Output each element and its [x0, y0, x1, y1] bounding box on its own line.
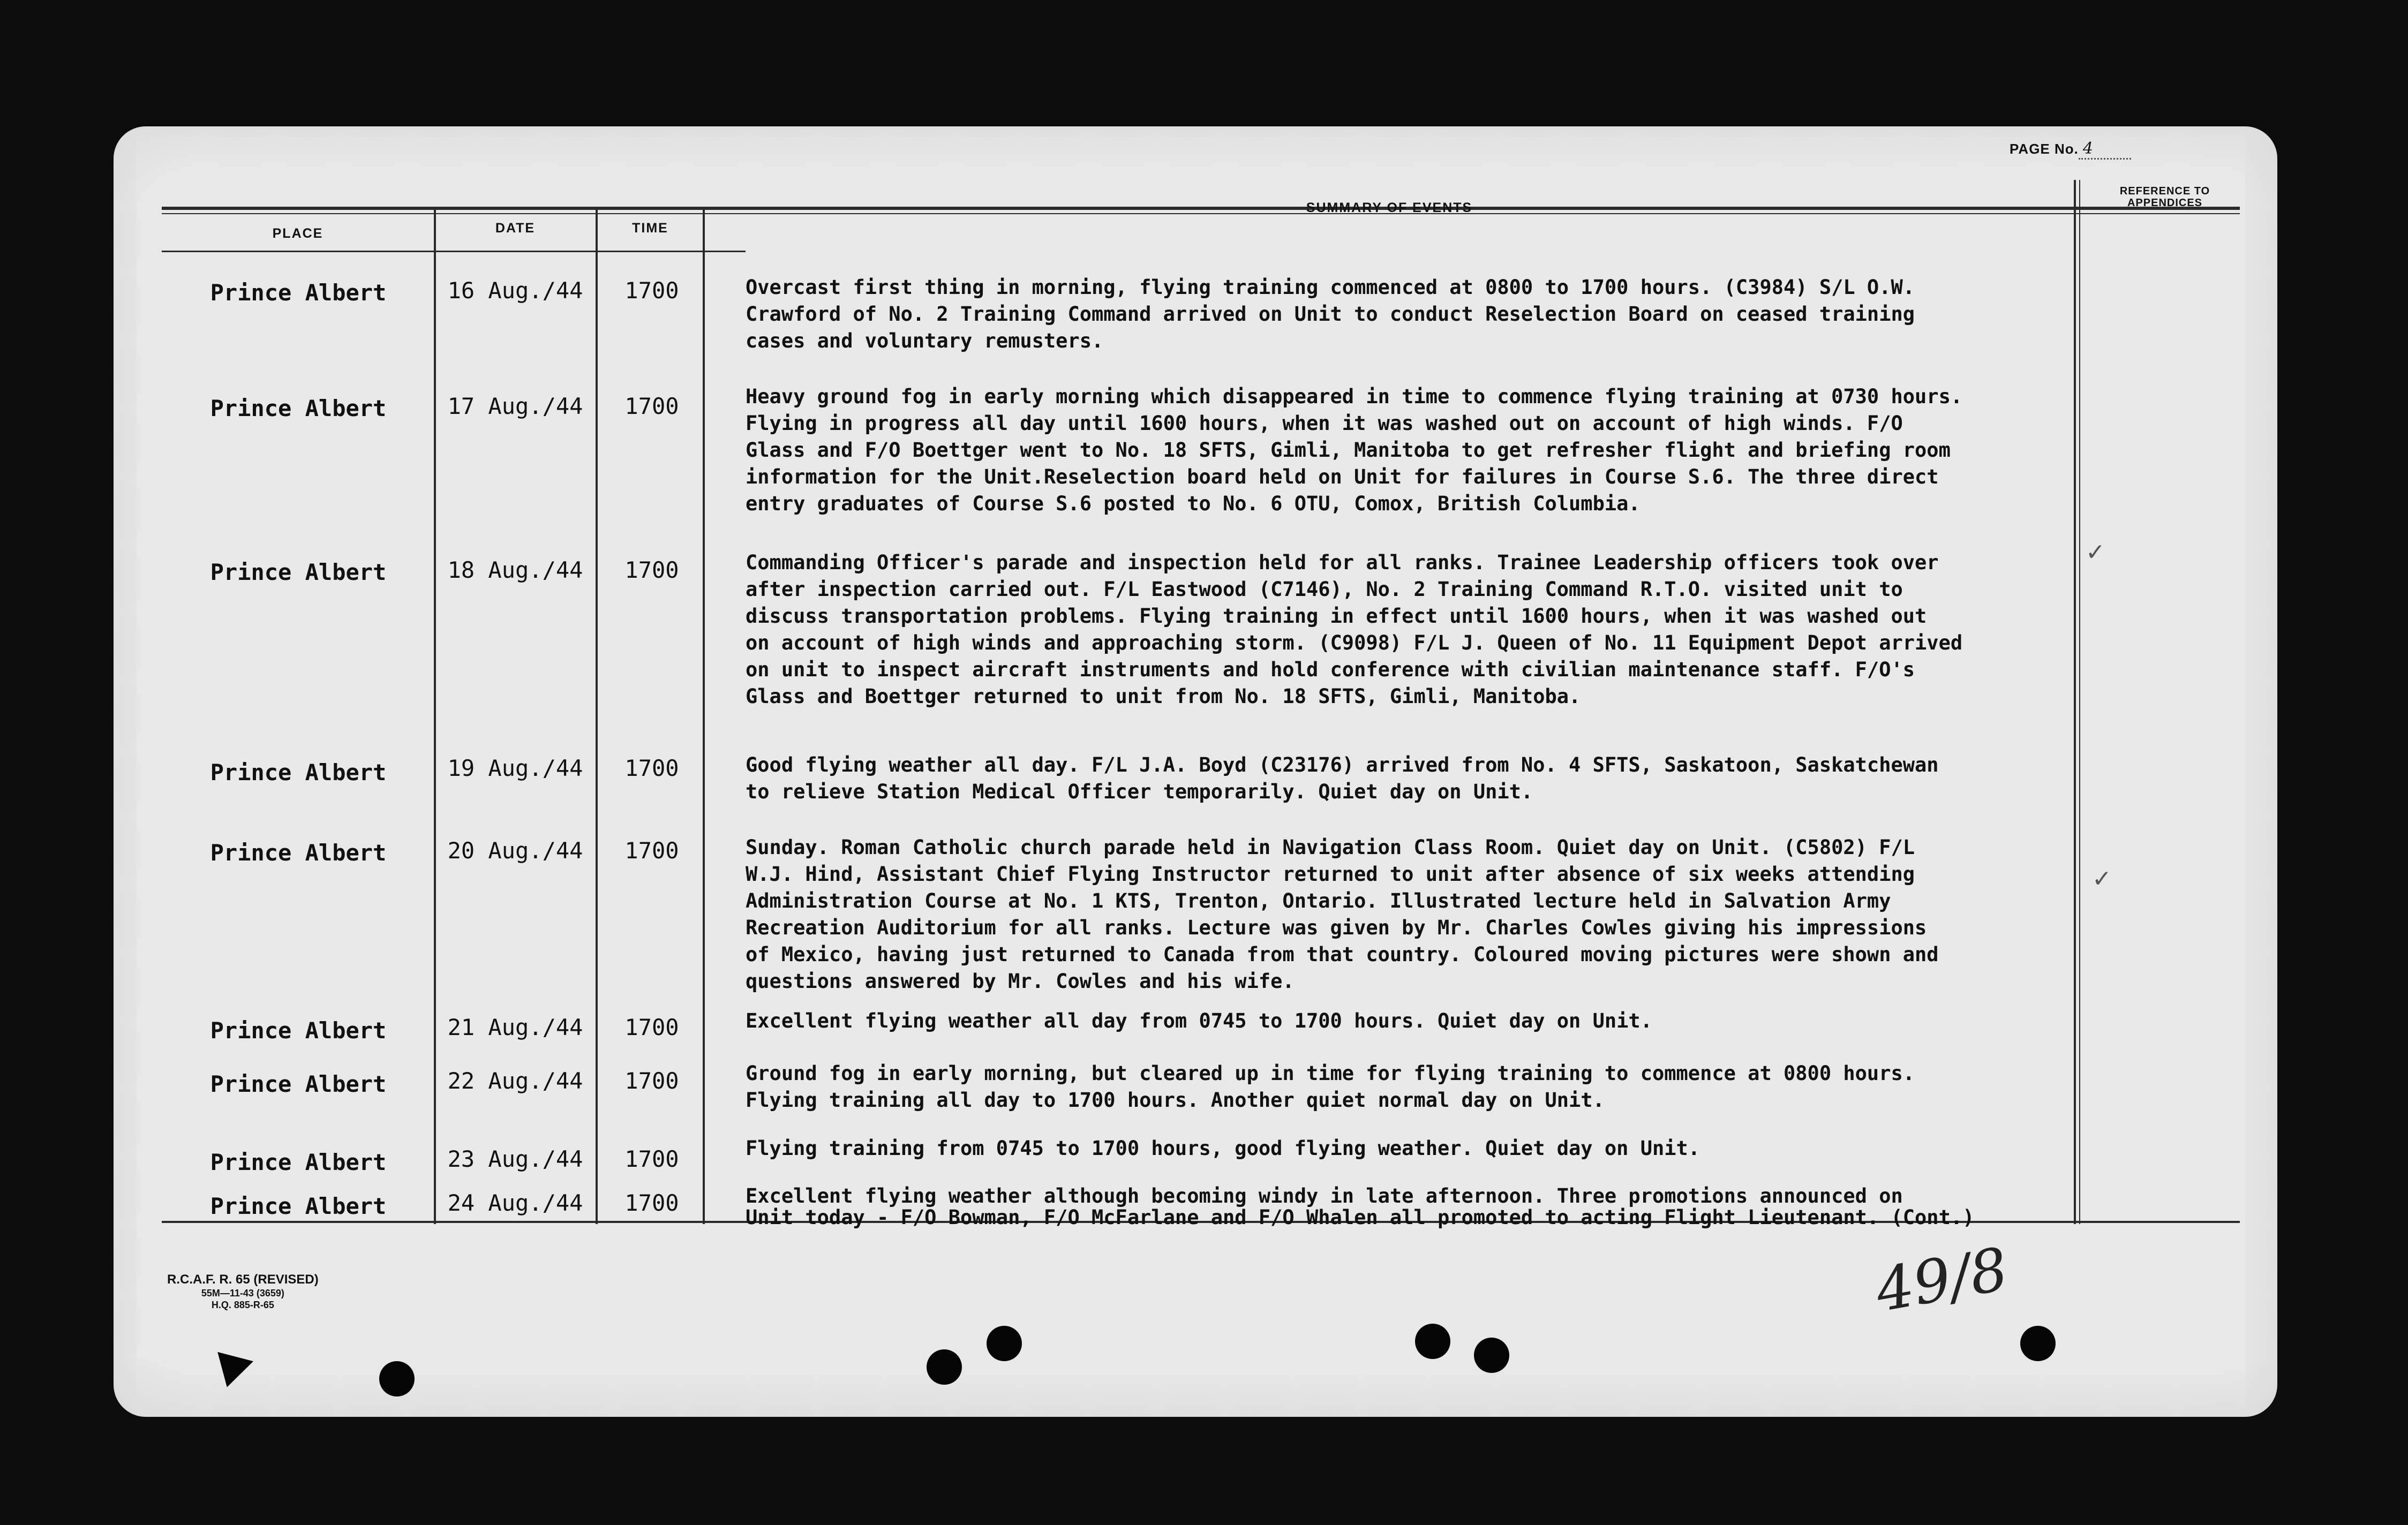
time-cell: 1700	[624, 1190, 679, 1216]
place-cell: Prince Albert	[210, 559, 387, 585]
date-cell: 18 Aug./44	[447, 557, 583, 583]
form-id-line: H.Q. 885-R-65	[211, 1300, 274, 1310]
place-cell: Prince Albert	[210, 1017, 387, 1044]
place-cell: Prince Albert	[210, 759, 387, 786]
punch-hole	[2020, 1326, 2056, 1361]
divider-summary-reference	[2074, 180, 2076, 1224]
date-cell: 17 Aug./44	[447, 393, 583, 419]
date-cell: 23 Aug./44	[447, 1146, 583, 1172]
header-time: TIME	[632, 221, 668, 236]
reference-tick-mark: ✓	[2092, 865, 2112, 893]
summary-cell: Commanding Officer's parade and inspection held for all ranks. Trainee Leadership officers took over after inspection carried out. F/L Eastwood (C7146), No. 2 Training Command R.T.O. visited unit to discuss transportation problems. Flying training in effect until 1600 hours, when it was washed out on account of high winds and approaching storm. (C9098) F/L J. Queen of No. 11 Equipment Depot arrived on unit to inspect aircraft instruments and hold conference with civilian maintenance staff. F/O's Glass and Boettger returned to unit from No. 18 SFTS, Gimli, Manitoba.	[746, 551, 1963, 708]
torn-corner-mark	[217, 1343, 258, 1387]
place-cell: Prince Albert	[210, 1149, 387, 1175]
place-cell: Prince Albert	[210, 395, 387, 421]
place-cell: Prince Albert	[210, 1071, 387, 1097]
diary-form-card	[114, 126, 2277, 1417]
summary-cell: Flying training from 0745 to 1700 hours, good flying weather. Quiet day on Unit.	[746, 1137, 1700, 1160]
punch-hole	[1415, 1324, 1450, 1359]
punch-hole	[1474, 1338, 1509, 1373]
time-cell: 1700	[624, 755, 679, 781]
date-cell: 19 Aug./44	[447, 755, 583, 781]
summary-cell: Heavy ground fog in early morning which disappeared in time to commence flying training at 0730 hours. Flying in progress all day until 1600 hours, when it was washed out on account of high winds. F/O Glass and F/O Boettger went to No. 18 SFTS, Gimli, Manitoba to get refresher flight and briefing room information for the Unit.Reselection board held on Unit for failures in Course S.6. The three direct entry graduates of Course S.6 posted to No. 6 OTU, Comox, British Columbia.	[746, 385, 1963, 515]
header-reference: REFERENCE TO APPENDICES	[2119, 185, 2210, 209]
summary-cell: Ground fog in early morning, but cleared up in time for flying training to commence at 0800 hours. Flying training all day to 1700 hours. Another quiet normal day on Unit.	[746, 1062, 1915, 1112]
time-cell: 1700	[624, 277, 679, 304]
header-rule	[162, 251, 746, 252]
date-cell: 22 Aug./44	[447, 1068, 583, 1094]
time-cell: 1700	[624, 393, 679, 419]
time-cell: 1700	[624, 557, 679, 583]
form-id-line: 55M—11-43 (3659)	[201, 1288, 284, 1298]
place-cell: Prince Albert	[210, 1193, 387, 1219]
header-date: DATE	[495, 221, 536, 236]
page-number-value: 4	[2079, 139, 2131, 160]
divider-date-time	[596, 207, 598, 1224]
time-cell: 1700	[624, 1068, 679, 1094]
handwritten-mark: 49/8	[1870, 1234, 2013, 1325]
divider-reference-inner	[2079, 180, 2080, 1224]
date-cell: 16 Aug./44	[447, 277, 583, 304]
place-cell: Prince Albert	[210, 280, 387, 306]
time-cell: 1700	[624, 837, 679, 864]
form-id-line: R.C.A.F. R. 65 (REVISED)	[167, 1272, 319, 1287]
punch-hole	[379, 1361, 415, 1396]
page-number-label: PAGE No.	[2010, 141, 2079, 157]
summary-cell: Excellent flying weather all day from 0745 to 1700 hours. Quiet day on Unit.	[746, 1009, 1652, 1032]
reference-tick-mark: ✓	[2086, 539, 2105, 566]
time-cell: 1700	[624, 1146, 679, 1172]
summary-cell: Overcast first thing in morning, flying training commenced at 0800 to 1700 hours. (C3984) S/L O.W. Crawford of No. 2 Training Command arrived on Unit to conduct Reselection Board on ceased training cases and voluntary remusters.	[746, 276, 1915, 352]
header-place: PLACE	[272, 226, 323, 241]
date-cell: 24 Aug./44	[447, 1190, 583, 1216]
page-number	[2010, 139, 2131, 158]
header-summary: SUMMARY OF EVENTS	[1306, 200, 1473, 215]
summary-cell: Sunday. Roman Catholic church parade held in Navigation Class Room. Quiet day on Unit. (C5802) F/L W.J. Hind, Assistant Chief Flying Instructor returned to unit after absence of six weeks attending Administration Course at No. 1 KTS, Trenton, Ontario. Illustrated lecture held in Salvation Army Recreation Auditorium for all ranks. Lecture was given by Mr. Charles Cowles giving his impressions of Mexico, having just returned to Canada from that country. Coloured moving pictures were shown and questions answered by Mr. Cowles and his wife.	[746, 836, 1939, 993]
date-cell: 21 Aug./44	[447, 1014, 583, 1040]
time-cell: 1700	[624, 1014, 679, 1040]
punch-hole	[927, 1349, 962, 1385]
place-cell: Prince Albert	[210, 840, 387, 866]
punch-hole	[987, 1326, 1022, 1361]
summary-cell: Excellent flying weather although becoming windy in late afternoon. Three promotions announced on Unit today - F/O Bowman, F/O McFarlane and F/O Whalen all promoted to acting Flight Lieutenant. (Cont.)	[746, 1184, 1975, 1229]
form-identifier	[167, 1272, 319, 1311]
summary-cell: Good flying weather all day. F/L J.A. Boyd (C23176) arrived from No. 4 SFTS, Saskatoon, Saskatchewan to relieve Station Medical Officer temporarily. Quiet day on Unit.	[746, 753, 1939, 803]
divider-time-summary	[703, 207, 705, 1224]
date-cell: 20 Aug./44	[447, 837, 583, 864]
